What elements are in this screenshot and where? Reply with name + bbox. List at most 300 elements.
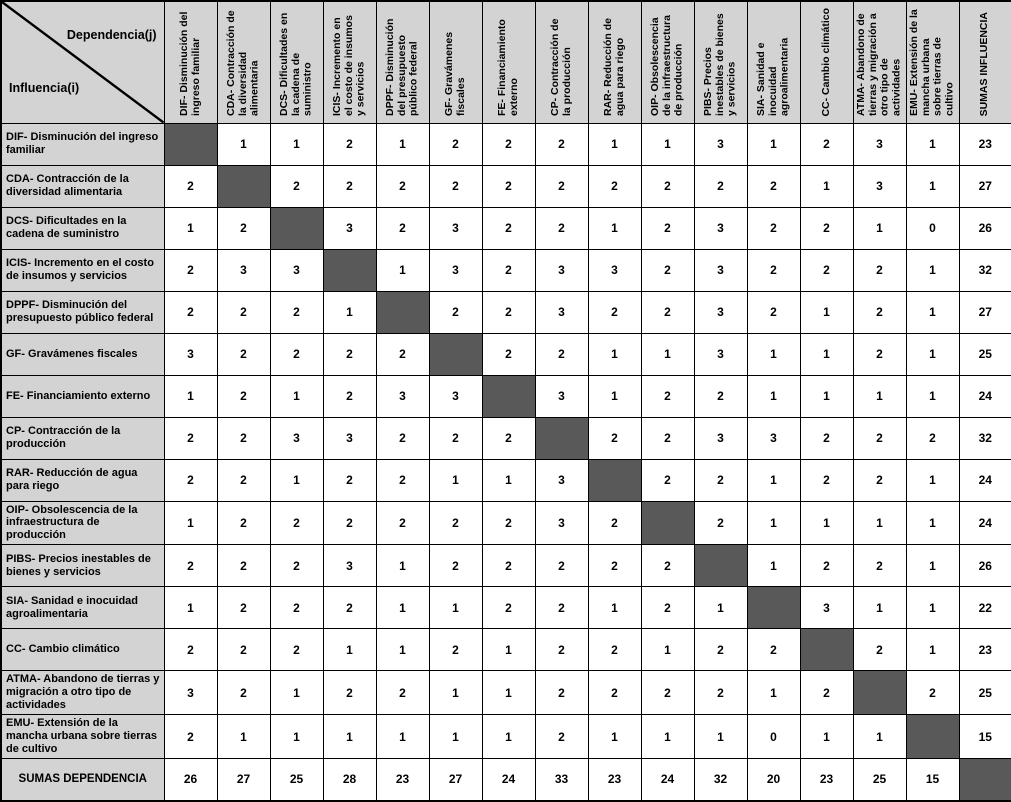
- col-header-6-label: FE- Financiamiento externo: [495, 19, 520, 117]
- row-header-5: GF- Gravámenes fiscales: [1, 333, 164, 375]
- matrix-cell-14-6: 1: [482, 715, 535, 759]
- row-header-10: PIBS- Precios inestables de bienes y servicios: [1, 545, 164, 587]
- matrix-cell-14-4: 1: [376, 715, 429, 759]
- matrix-cell-2-4: 2: [376, 207, 429, 249]
- matrix-cell-7-2: 3: [270, 417, 323, 459]
- matrix-cell-10-6: 2: [482, 545, 535, 587]
- matrix-cell-7-9: 2: [641, 417, 694, 459]
- matrix-cell-14-5: 1: [429, 715, 482, 759]
- col-header-12: [800, 1, 853, 123]
- matrix-cell-10-4: 1: [376, 545, 429, 587]
- diagonal-cell-4: [376, 291, 429, 333]
- matrix-cell-8-1: 2: [217, 459, 270, 501]
- matrix-cell-5-10: 3: [694, 333, 747, 375]
- matrix-cell-7-1: 2: [217, 417, 270, 459]
- matrix-cell-8-6: 1: [482, 459, 535, 501]
- influence-sum-cell-7: 32: [959, 417, 1011, 459]
- matrix-cell-9-8: 2: [588, 501, 641, 545]
- matrix-cell-13-8: 2: [588, 671, 641, 715]
- col-header-5-label: GF- Gravámenes fiscales: [442, 32, 467, 117]
- matrix-cell-10-12: 2: [800, 545, 853, 587]
- matrix-cell-11-14: 1: [906, 587, 959, 629]
- matrix-cell-3-2: 3: [270, 249, 323, 291]
- matrix-cell-11-4: 1: [376, 587, 429, 629]
- matrix-cell-2-5: 3: [429, 207, 482, 249]
- matrix-cell-12-1: 2: [217, 629, 270, 671]
- matrix-cell-13-2: 1: [270, 671, 323, 715]
- matrix-cell-13-1: 2: [217, 671, 270, 715]
- matrix-cell-0-9: 1: [641, 123, 694, 165]
- dependence-sum-cell-3: 28: [323, 759, 376, 801]
- row-header-13: ATMA- Abandono de tierras y migración a otro tipo de actividades: [1, 671, 164, 715]
- influence-sum-cell-3: 32: [959, 249, 1011, 291]
- matrix-cell-3-5: 3: [429, 249, 482, 291]
- matrix-row-12: [1, 629, 1011, 671]
- matrix-cell-4-0: 2: [164, 291, 217, 333]
- matrix-cell-12-11: 2: [747, 629, 800, 671]
- matrix-cell-4-13: 2: [853, 291, 906, 333]
- matrix-cell-9-0: 1: [164, 501, 217, 545]
- row-header-4: DPPF- Disminución del presupuesto público federal: [1, 291, 164, 333]
- dependence-sum-cell-13: 25: [853, 759, 906, 801]
- matrix-cell-2-10: 3: [694, 207, 747, 249]
- matrix-cell-12-10: 2: [694, 629, 747, 671]
- matrix-cell-8-5: 1: [429, 459, 482, 501]
- matrix-cell-13-12: 2: [800, 671, 853, 715]
- influence-sum-cell-0: 23: [959, 123, 1011, 165]
- matrix-cell-4-3: 1: [323, 291, 376, 333]
- matrix-cell-10-5: 2: [429, 545, 482, 587]
- diagonal-cell-3: [323, 249, 376, 291]
- matrix-cell-8-7: 3: [535, 459, 588, 501]
- matrix-cell-1-8: 2: [588, 165, 641, 207]
- matrix-row-8: [1, 459, 1011, 501]
- matrix-cell-2-0: 1: [164, 207, 217, 249]
- matrix-cell-7-13: 2: [853, 417, 906, 459]
- influence-sum-cell-10: 26: [959, 545, 1011, 587]
- matrix-cell-2-14: 0: [906, 207, 959, 249]
- matrix-cell-0-3: 2: [323, 123, 376, 165]
- col-header-7: [535, 1, 588, 123]
- influence-sum-cell-1: 27: [959, 165, 1011, 207]
- matrix-cell-11-1: 2: [217, 587, 270, 629]
- matrix-cell-8-2: 1: [270, 459, 323, 501]
- matrix-cell-4-11: 2: [747, 291, 800, 333]
- matrix-cell-12-6: 1: [482, 629, 535, 671]
- matrix-cell-0-4: 1: [376, 123, 429, 165]
- matrix-cell-12-7: 2: [535, 629, 588, 671]
- matrix-cell-1-3: 2: [323, 165, 376, 207]
- matrix-cell-14-12: 1: [800, 715, 853, 759]
- col-header-0: [164, 1, 217, 123]
- row-header-2: DCS- Dificultades en la cadena de suministro: [1, 207, 164, 249]
- matrix-cell-9-2: 2: [270, 501, 323, 545]
- matrix-cell-8-13: 2: [853, 459, 906, 501]
- row-header-7: CP- Contracción de la producción: [1, 417, 164, 459]
- diagonal-cell-1: [217, 165, 270, 207]
- matrix-cell-13-9: 2: [641, 671, 694, 715]
- col-header-8: [588, 1, 641, 123]
- matrix-cell-7-14: 2: [906, 417, 959, 459]
- corner-influencia-label: Influencia(i): [9, 80, 80, 95]
- matrix-cell-13-11: 1: [747, 671, 800, 715]
- matrix-cell-10-2: 2: [270, 545, 323, 587]
- matrix-cell-1-13: 3: [853, 165, 906, 207]
- matrix-cell-12-14: 1: [906, 629, 959, 671]
- diagonal-cell-5: [429, 333, 482, 375]
- matrix-cell-11-7: 2: [535, 587, 588, 629]
- matrix-row-5: [1, 333, 1011, 375]
- col-header-4-label: DPPF- Disminución del presupuesto público federal: [383, 18, 420, 117]
- dependence-sum-label: SUMAS DEPENDENCIA: [1, 759, 164, 801]
- matrix-cell-3-7: 3: [535, 249, 588, 291]
- col-header-7-label: CP- Contracción de la producción: [548, 18, 573, 117]
- influence-sum-cell-11: 22: [959, 587, 1011, 629]
- matrix-cell-14-9: 1: [641, 715, 694, 759]
- row-header-3: ICIS- Incremento en el costo de insumos y servicios: [1, 249, 164, 291]
- matrix-cell-6-8: 1: [588, 375, 641, 417]
- matrix-cell-8-12: 2: [800, 459, 853, 501]
- matrix-cell-9-4: 2: [376, 501, 429, 545]
- matrix-cell-6-14: 1: [906, 375, 959, 417]
- influence-sum-cell-4: 27: [959, 291, 1011, 333]
- col-header-14: [906, 1, 959, 123]
- matrix-cell-4-8: 2: [588, 291, 641, 333]
- dependence-sum-cell-10: 32: [694, 759, 747, 801]
- matrix-cell-10-0: 2: [164, 545, 217, 587]
- matrix-cell-3-4: 1: [376, 249, 429, 291]
- matrix-cell-10-14: 1: [906, 545, 959, 587]
- matrix-row-4: [1, 291, 1011, 333]
- matrix-cell-5-6: 2: [482, 333, 535, 375]
- matrix-cell-10-1: 2: [217, 545, 270, 587]
- matrix-cell-6-13: 1: [853, 375, 906, 417]
- matrix-cell-13-10: 2: [694, 671, 747, 715]
- matrix-cell-2-3: 3: [323, 207, 376, 249]
- matrix-cell-0-6: 2: [482, 123, 535, 165]
- matrix-cell-7-10: 3: [694, 417, 747, 459]
- matrix-cell-4-10: 3: [694, 291, 747, 333]
- matrix-cell-13-5: 1: [429, 671, 482, 715]
- diagonal-cell-6: [482, 375, 535, 417]
- matrix-cell-4-2: 2: [270, 291, 323, 333]
- matrix-cell-10-9: 2: [641, 545, 694, 587]
- matrix-cell-5-12: 1: [800, 333, 853, 375]
- col-header-13-label: ATMA- Abandono de tierras y migración a otro tipo de actividades: [855, 13, 903, 117]
- matrix-cell-5-13: 2: [853, 333, 906, 375]
- diagonal-cell-0: [164, 123, 217, 165]
- influence-sum-cell-8: 24: [959, 459, 1011, 501]
- matrix-cell-1-0: 2: [164, 165, 217, 207]
- matrix-cell-6-11: 1: [747, 375, 800, 417]
- matrix-cell-2-9: 2: [641, 207, 694, 249]
- diagonal-cell-2: [270, 207, 323, 249]
- matrix-cell-10-7: 2: [535, 545, 588, 587]
- matrix-cell-9-3: 2: [323, 501, 376, 545]
- matrix-cell-2-12: 2: [800, 207, 853, 249]
- matrix-cell-0-5: 2: [429, 123, 482, 165]
- matrix-cell-7-0: 2: [164, 417, 217, 459]
- influence-sum-cell-6: 24: [959, 375, 1011, 417]
- matrix-cell-3-1: 3: [217, 249, 270, 291]
- matrix-cell-8-9: 2: [641, 459, 694, 501]
- col-header-14-label: EMU- Extensión de la mancha urbana sobre tierras de cultivo: [908, 9, 956, 117]
- diagonal-cell-11: [747, 587, 800, 629]
- matrix-cell-12-4: 1: [376, 629, 429, 671]
- matrix-cell-12-2: 2: [270, 629, 323, 671]
- row-header-0: DIF- Disminución del ingreso familiar: [1, 123, 164, 165]
- matrix-cell-14-0: 2: [164, 715, 217, 759]
- matrix-cell-11-0: 1: [164, 587, 217, 629]
- matrix-cell-13-3: 2: [323, 671, 376, 715]
- dependence-sum-cell-0: 26: [164, 759, 217, 801]
- matrix-cell-8-4: 2: [376, 459, 429, 501]
- diagonal-cell-13: [853, 671, 906, 715]
- matrix-cell-4-5: 2: [429, 291, 482, 333]
- matrix-cell-5-14: 1: [906, 333, 959, 375]
- matrix-cell-2-6: 2: [482, 207, 535, 249]
- matrix-cell-13-14: 2: [906, 671, 959, 715]
- dependence-sum-cell-14: 15: [906, 759, 959, 801]
- matrix-cell-1-5: 2: [429, 165, 482, 207]
- matrix-cell-1-2: 2: [270, 165, 323, 207]
- diagonal-cell-9: [641, 501, 694, 545]
- col-header-1-label: CDA- Contracción de la diversidad alimentaria: [224, 10, 261, 117]
- col-header-12-label: CC- Cambio climático: [819, 7, 832, 117]
- matrix-cell-0-10: 3: [694, 123, 747, 165]
- matrix-cell-3-11: 2: [747, 249, 800, 291]
- matrix-cell-7-12: 2: [800, 417, 853, 459]
- dependence-sum-cell-2: 25: [270, 759, 323, 801]
- influence-sum-cell-2: 26: [959, 207, 1011, 249]
- matrix-cell-2-8: 1: [588, 207, 641, 249]
- matrix-cell-0-7: 2: [535, 123, 588, 165]
- matrix-cell-2-11: 2: [747, 207, 800, 249]
- matrix-cell-3-13: 2: [853, 249, 906, 291]
- corner-cell: [1, 1, 164, 123]
- matrix-cell-11-12: 3: [800, 587, 853, 629]
- col-header-9-label: OIP- Obsolescencia de la infraestructura de producción: [648, 15, 685, 117]
- matrix-row-7: [1, 417, 1011, 459]
- matrix-cell-1-14: 1: [906, 165, 959, 207]
- matrix-cell-0-1: 1: [217, 123, 270, 165]
- matrix-cell-4-14: 1: [906, 291, 959, 333]
- diagonal-cell-8: [588, 459, 641, 501]
- influence-sum-cell-14: 15: [959, 715, 1011, 759]
- matrix-cell-4-7: 3: [535, 291, 588, 333]
- matrix-cell-5-7: 2: [535, 333, 588, 375]
- col-header-10-label: PIBS- Precios inestables de bienes y servicios: [701, 13, 738, 117]
- matrix-cell-8-11: 1: [747, 459, 800, 501]
- matrix-cell-7-3: 3: [323, 417, 376, 459]
- matrix-cell-3-6: 2: [482, 249, 535, 291]
- matrix-cell-10-11: 1: [747, 545, 800, 587]
- matrix-cell-8-10: 2: [694, 459, 747, 501]
- influence-sum-header: [959, 1, 1011, 123]
- matrix-cell-11-6: 2: [482, 587, 535, 629]
- matrix-cell-5-3: 2: [323, 333, 376, 375]
- matrix-cell-13-6: 1: [482, 671, 535, 715]
- matrix-cell-2-7: 2: [535, 207, 588, 249]
- matrix-row-14: [1, 715, 1011, 759]
- matrix-row-6: [1, 375, 1011, 417]
- matrix-cell-7-5: 2: [429, 417, 482, 459]
- col-header-8-label: RAR- Reducción de agua para riego: [601, 18, 626, 117]
- matrix-cell-14-3: 1: [323, 715, 376, 759]
- matrix-cell-13-4: 2: [376, 671, 429, 715]
- diagonal-cell-14: [906, 715, 959, 759]
- matrix-cell-3-10: 3: [694, 249, 747, 291]
- matrix-cell-4-12: 1: [800, 291, 853, 333]
- col-header-13: [853, 1, 906, 123]
- matrix-cell-6-3: 2: [323, 375, 376, 417]
- col-header-2-label: DCS- Dificultades en la cadena de suministro: [277, 12, 314, 117]
- matrix-cell-0-11: 1: [747, 123, 800, 165]
- dependence-sums-row: [1, 759, 1011, 801]
- matrix-cell-0-13: 3: [853, 123, 906, 165]
- col-header-10: [694, 1, 747, 123]
- matrix-cell-7-4: 2: [376, 417, 429, 459]
- matrix-cell-13-0: 3: [164, 671, 217, 715]
- dependence-sum-cell-9: 24: [641, 759, 694, 801]
- dependence-sum-cell-4: 23: [376, 759, 429, 801]
- matrix-cell-6-7: 3: [535, 375, 588, 417]
- col-header-3-label: ICIS- Incremento en el costo de insumos y servicios: [330, 15, 367, 117]
- influence-sum-cell-5: 25: [959, 333, 1011, 375]
- matrix-cell-3-8: 3: [588, 249, 641, 291]
- sums-intersection-cell: [959, 759, 1011, 801]
- matrix-cell-3-14: 1: [906, 249, 959, 291]
- influence-sum-cell-13: 25: [959, 671, 1011, 715]
- matrix-cell-11-13: 1: [853, 587, 906, 629]
- dependence-sum-cell-11: 20: [747, 759, 800, 801]
- matrix-cell-12-8: 2: [588, 629, 641, 671]
- row-header-14: EMU- Extensión de la mancha urbana sobre tierras de cultivo: [1, 715, 164, 759]
- matrix-cell-3-9: 2: [641, 249, 694, 291]
- matrix-cell-6-2: 1: [270, 375, 323, 417]
- diagonal-cell-7: [535, 417, 588, 459]
- matrix-header-row: [1, 1, 1011, 123]
- matrix-row-2: [1, 207, 1011, 249]
- matrix-cell-5-0: 3: [164, 333, 217, 375]
- matrix-cell-7-8: 2: [588, 417, 641, 459]
- matrix-cell-14-2: 1: [270, 715, 323, 759]
- influence-sum-header-label: SUMAS INFLUENCIA: [978, 11, 991, 117]
- matrix-cell-5-8: 1: [588, 333, 641, 375]
- matrix-cell-11-3: 2: [323, 587, 376, 629]
- matrix-cell-1-6: 2: [482, 165, 535, 207]
- matrix-cell-12-13: 2: [853, 629, 906, 671]
- matrix-cell-14-13: 1: [853, 715, 906, 759]
- matrix-row-0: [1, 123, 1011, 165]
- matrix-cell-11-5: 1: [429, 587, 482, 629]
- row-header-9: OIP- Obsolescencia de la infraestructura de producción: [1, 501, 164, 545]
- dependence-sum-cell-5: 27: [429, 759, 482, 801]
- matrix-cell-14-1: 1: [217, 715, 270, 759]
- row-header-11: SIA- Sanidad e inocuidad agroalimentaria: [1, 587, 164, 629]
- dependence-sum-cell-8: 23: [588, 759, 641, 801]
- matrix-cell-7-11: 3: [747, 417, 800, 459]
- matrix-cell-5-1: 2: [217, 333, 270, 375]
- matrix-cell-1-9: 2: [641, 165, 694, 207]
- matrix-cell-0-2: 1: [270, 123, 323, 165]
- matrix-cell-9-6: 2: [482, 501, 535, 545]
- matrix-cell-2-13: 1: [853, 207, 906, 249]
- col-header-4: [376, 1, 429, 123]
- matrix-cell-0-12: 2: [800, 123, 853, 165]
- matrix-cell-7-6: 2: [482, 417, 535, 459]
- corner-dependencia-label: Dependencia(j): [66, 28, 157, 42]
- row-header-8: RAR- Reducción de agua para riego: [1, 459, 164, 501]
- matrix-cell-14-8: 1: [588, 715, 641, 759]
- row-header-6: FE- Financiamiento externo: [1, 375, 164, 417]
- col-header-2: [270, 1, 323, 123]
- matrix-cell-14-7: 2: [535, 715, 588, 759]
- matrix-cell-13-7: 2: [535, 671, 588, 715]
- matrix-cell-2-1: 2: [217, 207, 270, 249]
- col-header-1: [217, 1, 270, 123]
- matrix-cell-11-8: 1: [588, 587, 641, 629]
- matrix-cell-9-11: 1: [747, 501, 800, 545]
- matrix-row-10: [1, 545, 1011, 587]
- matrix-cell-1-7: 2: [535, 165, 588, 207]
- matrix-cell-6-12: 1: [800, 375, 853, 417]
- dependence-sum-cell-6: 24: [482, 759, 535, 801]
- matrix-cell-1-10: 2: [694, 165, 747, 207]
- matrix-cell-3-12: 2: [800, 249, 853, 291]
- dependence-sum-cell-7: 33: [535, 759, 588, 801]
- matrix-cell-11-10: 1: [694, 587, 747, 629]
- matrix-row-11: [1, 587, 1011, 629]
- col-header-5: [429, 1, 482, 123]
- matrix-cell-8-0: 2: [164, 459, 217, 501]
- matrix-cell-9-5: 2: [429, 501, 482, 545]
- matrix-cell-1-11: 2: [747, 165, 800, 207]
- row-header-1: CDA- Contracción de la diversidad alimentaria: [1, 165, 164, 207]
- matrix-cell-9-1: 2: [217, 501, 270, 545]
- matrix-cell-4-9: 2: [641, 291, 694, 333]
- matrix-cell-11-2: 2: [270, 587, 323, 629]
- diagonal-cell-12: [800, 629, 853, 671]
- matrix-cell-10-8: 2: [588, 545, 641, 587]
- matrix-cell-3-0: 2: [164, 249, 217, 291]
- matrix-cell-11-9: 2: [641, 587, 694, 629]
- matrix-cell-9-10: 2: [694, 501, 747, 545]
- matrix-cell-9-12: 1: [800, 501, 853, 545]
- matrix-cell-0-14: 1: [906, 123, 959, 165]
- matrix-cell-12-9: 1: [641, 629, 694, 671]
- col-header-11: [747, 1, 800, 123]
- matrix-cell-12-0: 2: [164, 629, 217, 671]
- matrix-cell-1-4: 2: [376, 165, 429, 207]
- matrix-cell-6-1: 2: [217, 375, 270, 417]
- matrix-cell-5-4: 2: [376, 333, 429, 375]
- col-header-9: [641, 1, 694, 123]
- diagonal-line: [2, 2, 164, 123]
- matrix-cell-14-11: 0: [747, 715, 800, 759]
- dependence-sum-cell-1: 27: [217, 759, 270, 801]
- matrix-cell-12-5: 2: [429, 629, 482, 671]
- matrix-cell-6-9: 2: [641, 375, 694, 417]
- matrix-cell-12-3: 1: [323, 629, 376, 671]
- matrix-cell-5-2: 2: [270, 333, 323, 375]
- col-header-6: [482, 1, 535, 123]
- matrix-cell-6-0: 1: [164, 375, 217, 417]
- matrix-cell-5-9: 1: [641, 333, 694, 375]
- matrix-cell-9-14: 1: [906, 501, 959, 545]
- matrix-cell-6-5: 3: [429, 375, 482, 417]
- matrix-cell-4-6: 2: [482, 291, 535, 333]
